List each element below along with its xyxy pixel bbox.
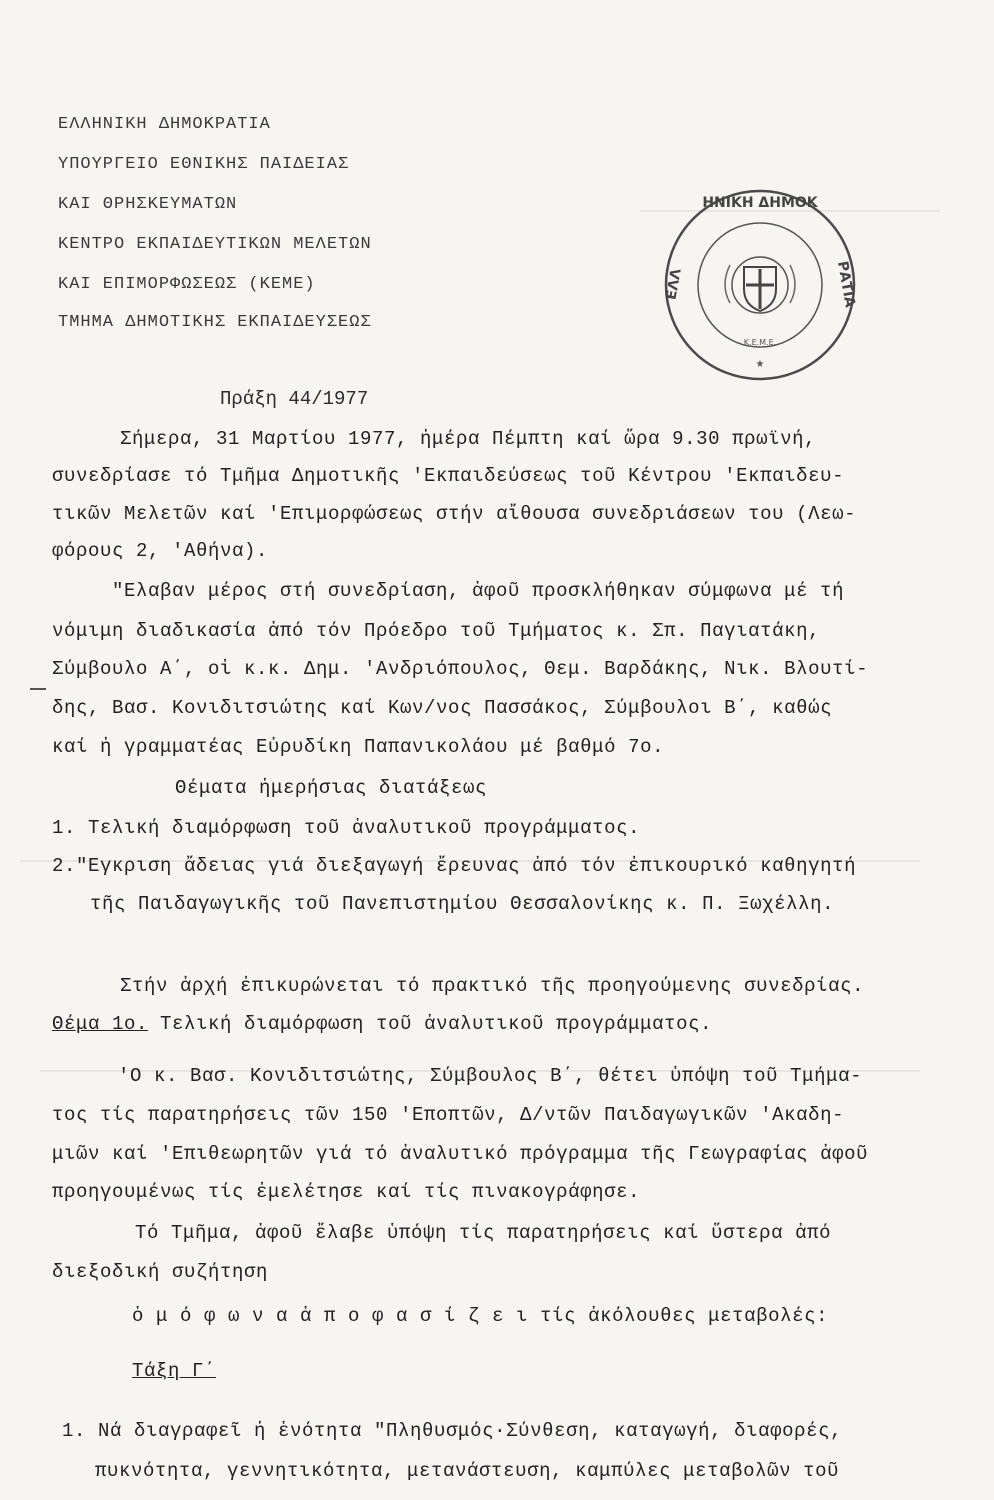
svg-text:Κ.Ε.Μ.Ε.: Κ.Ε.Μ.Ε. [743,338,777,347]
body-line-1: Σήμερα, 31 Μαρτίου 1977, ἡμέρα Πέμπτη καί ὥρα 9.30 πρωϊνή, [120,428,817,450]
body-line-17: τος τίς παρατηρήσεις τῶν 150 'Εποπτῶν, Δ/ντῶν Παιδαγωγικῶν 'Ακαδη- [52,1104,845,1126]
body-line-21: διεξοδική συζήτηση [52,1261,269,1283]
body-line-25: πυκνότητα, γεννητικότητα, μετανάστευση, καμπύλες μεταβολῶν τοῦ [95,1460,840,1482]
agenda-item-2-cont: τῆς Παιδαγωγικῆς τοῦ Πανεπιστημίου Θεσσαλονίκης κ. Π. Ξωχέλλη. [90,893,835,915]
topic-text: Τελική διαμόρφωση τοῦ ἀναλυτικοῦ προγράμματος. [160,1013,713,1035]
body-line-5: "Ελαβαν μέρος στή συνεδρίαση, ἀφοῦ προσκλήθηκαν σύμφωνα μέ τή [112,580,845,602]
agenda-item-2: 2."Εγκριση ἄδειας γιά διεξαγωγή ἔρευνας ἀπό τόν ἐπικουρικό καθηγητή [52,855,857,877]
body-line-3: τικῶν Μελετῶν καί 'Επιμορφώσεως στήν αἴθουσα συνεδριάσεων του (Λεω- [52,503,857,525]
body-line-24: 1. Νά διαγραφεῖ ἡ ἑνότητα "Πληθυσμός·Σύνθεση, καταγωγή, διαφορές, [62,1420,843,1442]
minutes-approval: Στήν ἀρχή ἐπικυρώνεται τό πρακτικό τῆς προηγούμενης συνεδρίας. [120,975,865,997]
svg-text:ΕΛΛ: ΕΛΛ [663,267,685,302]
decision-line: ὁ μ ό φ ω ν α ἀ π ο φ α σ ί ζ ε ι τίς ἀκόλουθες μεταβολές: [132,1305,829,1327]
body-line-18: μιῶν καί 'Επιθεωρητῶν γιά τό ἀναλυτικό πρόγραμμα τῆς Γεωγραφίας ἀφοῦ [52,1143,869,1165]
body-line-2: συνεδρίασε τό Τμῆμα Δημοτικῆς 'Εκπαιδεύσεως τοῦ Κέντρου 'Εκπαιδευ- [52,465,845,487]
header-line-6: ΤΜΗΜΑ ΔΗΜΟΤΙΚΗΣ ΕΚΠΑΙΔΕΥΣΕΩΣ [58,313,372,332]
header-line-3: ΚΑΙ ΘΡΗΣΚΕΥΜΑΤΩΝ [58,195,238,214]
body-line-20: Τό Τμῆμα, ἀφοῦ ἔλαβε ὑπόψη τίς παρατηρήσεις καί ὕστερα ἀπό [135,1222,832,1244]
topic-line [52,1013,712,1035]
agenda-item-1: 1. Τελική διαμόρφωση τοῦ ἀναλυτικοῦ προγράμματος. [52,817,641,839]
body-line-9: καί ἡ γραμματέας Εὐρυδίκη Παπανικολάου μέ βαθμό 7ο. [52,736,665,758]
svg-text:★: ★ [755,359,765,370]
body-line-6: νόμιμη διαδικασία ἀπό τόν Πρόεδρο τοῦ Τμήματος κ. Σπ. Παγιατάκη, [52,620,821,642]
document-title: Πράξη 44/1977 [220,388,369,410]
svg-text:ΗΝΙΚΗ ΔΗΜΟΚ: ΗΝΙΚΗ ΔΗΜΟΚ [702,195,818,211]
agenda-heading: Θέματα ἡμερήσιας διατάξεως [175,777,488,799]
header-line-1: ΕΛΛΗΝΙΚΗ ΔΗΜΟΚΡΑΤΙΑ [58,115,271,134]
body-line-7: Σύμβουλο Α΄, οἱ κ.κ. Δημ. 'Ανδριόπουλος, Θεμ. Βαρδάκης, Νικ. Βλουτί- [52,658,869,680]
topic-label: Θέμα 1ο. [52,1013,149,1035]
body-line-8: δης, Βασ. Κονιδιτσιώτης καί Κων/νος Πασσάκος, Σύμβουλοι Β΄, καθώς [52,697,833,719]
body-line-16: 'Ο κ. Βασ. Κονιδιτσιώτης, Σύμβουλος Β΄, θέτει ὑπόψη τοῦ Τμήμα- [118,1065,863,1087]
body-line-19: προηγουμένως τίς ἐμελέτησε καί τίς πινακογράφησε. [52,1181,641,1203]
header-line-5: ΚΑΙ ΕΠΙΜΟΡΦΩΣΕΩΣ (ΚΕΜΕ) [58,275,316,294]
header-line-4: ΚΕΝΤΡΟ ΕΚΠΑΙΔΕΥΤΙΚΩΝ ΜΕΛΕΤΩΝ [58,235,372,254]
svg-text:ΡΑΤΙΑ: ΡΑΤΙΑ [834,259,858,309]
class-heading: Τάξη Γ΄ [132,1360,217,1382]
official-seal-stamp [660,185,860,385]
margin-mark [30,688,46,690]
header-line-2: ΥΠΟΥΡΓΕΙΟ ΕΘΝΙΚΗΣ ΠΑΙΔΕΙΑΣ [58,155,350,174]
body-line-4: φόρους 2, 'Αθήνα). [52,540,269,562]
